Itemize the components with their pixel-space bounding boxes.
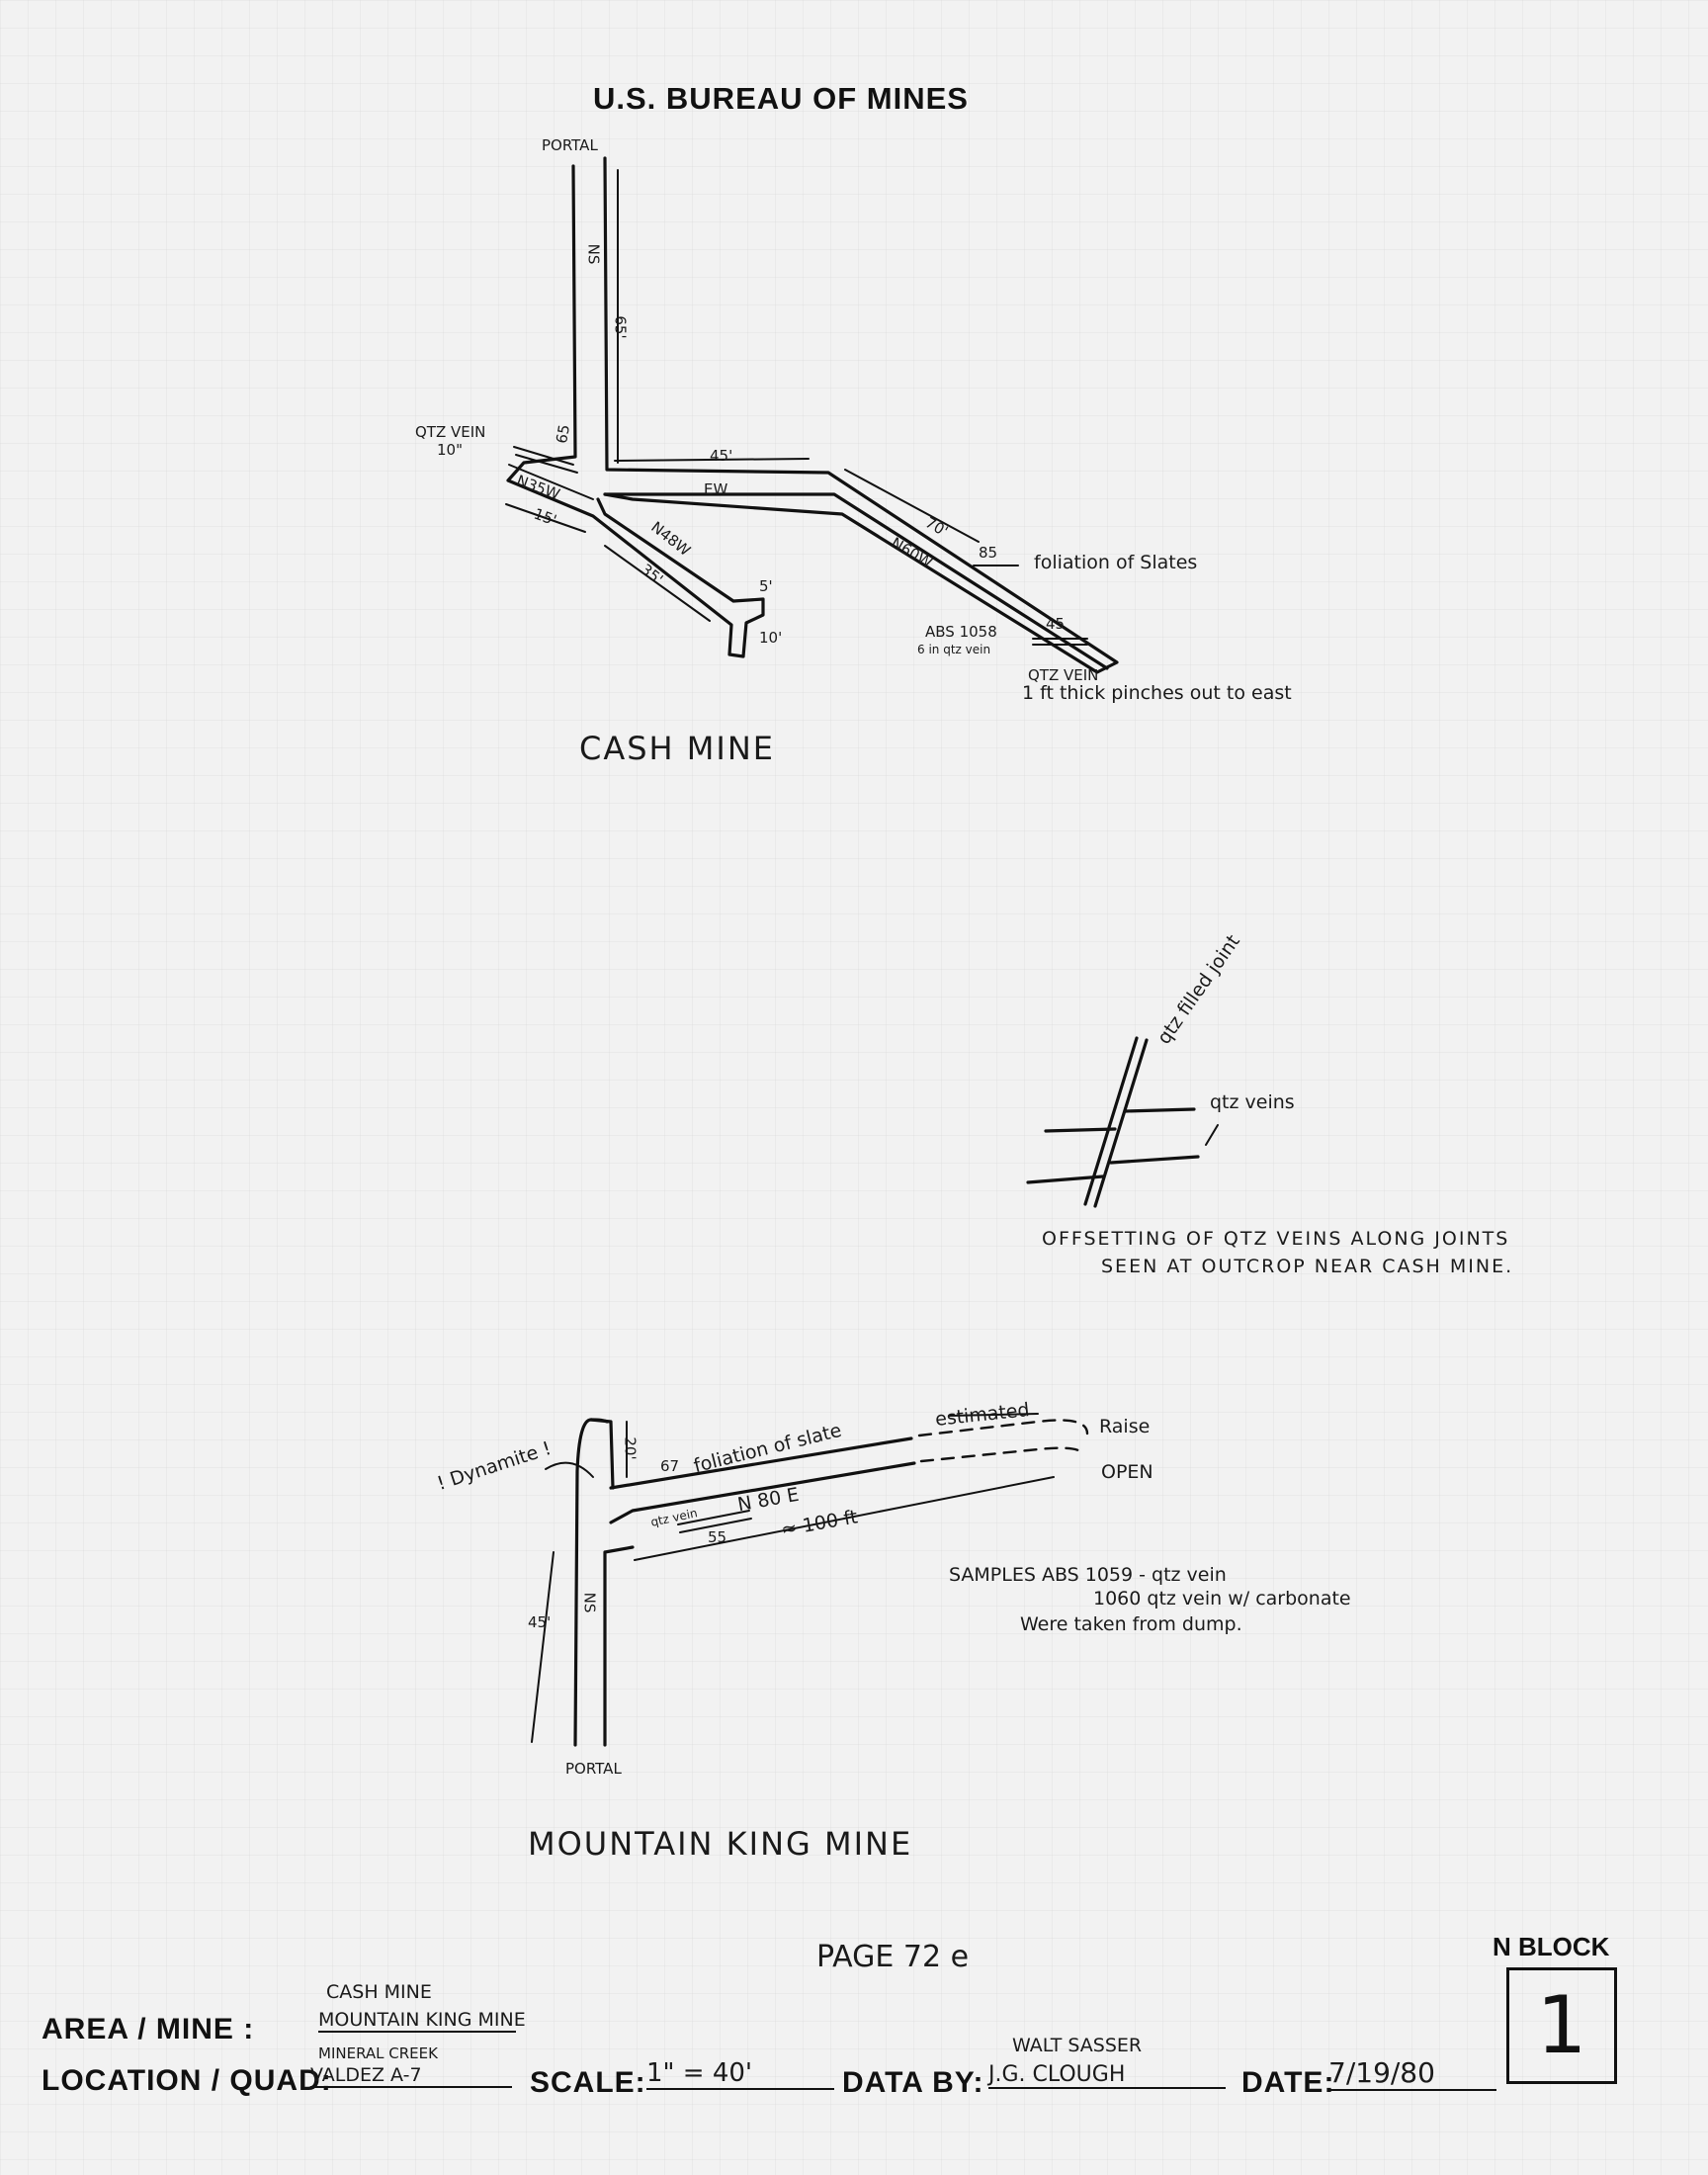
outcrop-caption-line2: SEEN AT OUTCROP NEAR CASH MINE. xyxy=(1101,1256,1514,1277)
data-by-line2: J.G. CLOUGH xyxy=(988,2062,1226,2089)
mk-ns-adit-east-wall xyxy=(605,1547,633,1745)
cash-ns-adit-west-wall xyxy=(508,166,763,656)
veins-pointer xyxy=(1206,1125,1218,1145)
cash-len-10-label: 10' xyxy=(759,629,783,647)
data-by-line1: WALT SASSER xyxy=(1012,2035,1143,2056)
area-line1: CASH MINE xyxy=(326,1981,432,2003)
cash-dip-45-label: 45 xyxy=(1046,615,1066,633)
location-line2: VALDEZ A-7 xyxy=(310,2064,512,2088)
cash-len-5-label: 5' xyxy=(759,577,773,595)
mk-n80e-label: N 80 E xyxy=(735,1483,801,1517)
cash-ns-label: NS xyxy=(584,243,603,265)
dynamite-pointer xyxy=(546,1463,593,1477)
mk-samples-line3: Were taken from dump. xyxy=(1020,1613,1242,1635)
mk-raise-label: Raise xyxy=(1099,1416,1151,1437)
cash-vein-note-label: 1 ft thick pinches out to east xyxy=(1022,682,1292,704)
cash-sample-label: ABS 1058 xyxy=(925,623,997,641)
cash-drift-inner xyxy=(605,494,1107,668)
cash-portal-label: PORTAL xyxy=(542,136,598,154)
mk-ns-label: NS xyxy=(580,1592,599,1613)
scale-value: 1" = 40' xyxy=(646,2058,834,2090)
mk-ns-adit-west-wall xyxy=(575,1420,607,1745)
vein-upper-right xyxy=(1125,1109,1194,1111)
outcrop-sketch xyxy=(1028,1038,1218,1206)
cash-foliation-label: foliation of Slates xyxy=(1034,552,1198,573)
vein-lower-right xyxy=(1111,1157,1198,1163)
cash-mine-tunnels xyxy=(508,158,1117,672)
mk-dip-67-label: 67 xyxy=(660,1457,680,1475)
page-number: PAGE 72 e xyxy=(816,1940,970,1974)
dim-70 xyxy=(845,470,979,542)
scale-label: SCALE: xyxy=(530,2066,646,2099)
cash-len-45-label: 45' xyxy=(710,447,733,465)
data-by-label: DATA BY: xyxy=(842,2066,984,2099)
cash-ns-adit-east-wall xyxy=(605,158,1117,672)
mk-drift-est-south xyxy=(921,1448,1082,1461)
mk-samples-line2: 1060 qtz vein w/ carbonate xyxy=(1093,1588,1351,1610)
cash-n48w-label: N48W xyxy=(647,518,694,560)
n-block-label: N BLOCK xyxy=(1493,1932,1610,1961)
cash-ew-label: EW xyxy=(704,480,728,498)
date-label: DATE: xyxy=(1241,2066,1335,2099)
mk-dip-55-label: 55 xyxy=(708,1528,727,1546)
mk-len-20-label: 20' xyxy=(621,1436,640,1460)
mk-ns-adit-top xyxy=(591,1420,613,1488)
mk-portal-label: PORTAL xyxy=(565,1760,622,1778)
location-quad-label: LOCATION / QUAD: xyxy=(42,2064,332,2097)
outcrop-veins-label: qtz veins xyxy=(1210,1091,1295,1113)
cash-mine-title: CASH MINE xyxy=(579,730,775,767)
mk-foliation-label: foliation of slate xyxy=(691,1419,844,1478)
area-line2: MOUNTAIN KING MINE xyxy=(318,2009,526,2031)
mk-open-label: OPEN xyxy=(1101,1461,1153,1483)
joint-line-2 xyxy=(1085,1038,1137,1204)
cash-len-35-label: 35' xyxy=(637,560,667,589)
cash-vein-10in-label: 10" xyxy=(437,441,463,459)
cash-dip-65-label: 65 xyxy=(553,423,574,445)
area-mine-label: AREA / MINE : xyxy=(42,2013,255,2045)
cash-dip-85-label: 85 xyxy=(979,544,998,562)
mk-qtz-vein-label: qtz vein xyxy=(649,1506,699,1529)
outcrop-caption-line1: OFFSETTING OF QTZ VEINS ALONG JOINTS xyxy=(1042,1228,1510,1250)
cash-len-65-label: 65' xyxy=(611,315,630,339)
mk-dynamite-label: ! Dynamite ! xyxy=(434,1437,555,1495)
cash-len-70-label: 70' xyxy=(922,513,952,541)
cash-qtz-vein-label: QTZ VEIN xyxy=(415,423,486,441)
cash-n60w-label: N60W xyxy=(888,533,936,572)
location-line1: MINERAL CREEK xyxy=(318,2044,438,2062)
date-value: 7/19/80 xyxy=(1328,2056,1496,2091)
cash-n35w-label: N35W xyxy=(514,471,562,504)
mk-len-45-label: 45' xyxy=(528,1613,552,1631)
n-block-number: 1 xyxy=(1506,1967,1617,2084)
dim-45-mk xyxy=(532,1552,554,1742)
page-title: U.S. BUREAU OF MINES xyxy=(593,81,969,116)
cash-qtz-vein-2-label: QTZ VEIN xyxy=(1028,666,1099,684)
mountain-king-title: MOUNTAIN KING MINE xyxy=(528,1825,913,1863)
mk-len-100-label: ≈ 100 ft xyxy=(779,1506,860,1541)
cash-len-15-label: 15' xyxy=(531,504,559,530)
joint-line-1 xyxy=(1095,1040,1147,1206)
mk-estimated-label: estimated xyxy=(934,1399,1031,1431)
outcrop-joint-label: qtz filled joint xyxy=(1153,930,1244,1049)
cash-mine-dimensions xyxy=(506,170,1087,645)
vein-upper-left xyxy=(1046,1129,1115,1131)
mk-samples-line1: SAMPLES ABS 1059 - qtz vein xyxy=(949,1564,1227,1586)
cash-sample-desc-label: 6 in qtz vein xyxy=(917,643,991,656)
